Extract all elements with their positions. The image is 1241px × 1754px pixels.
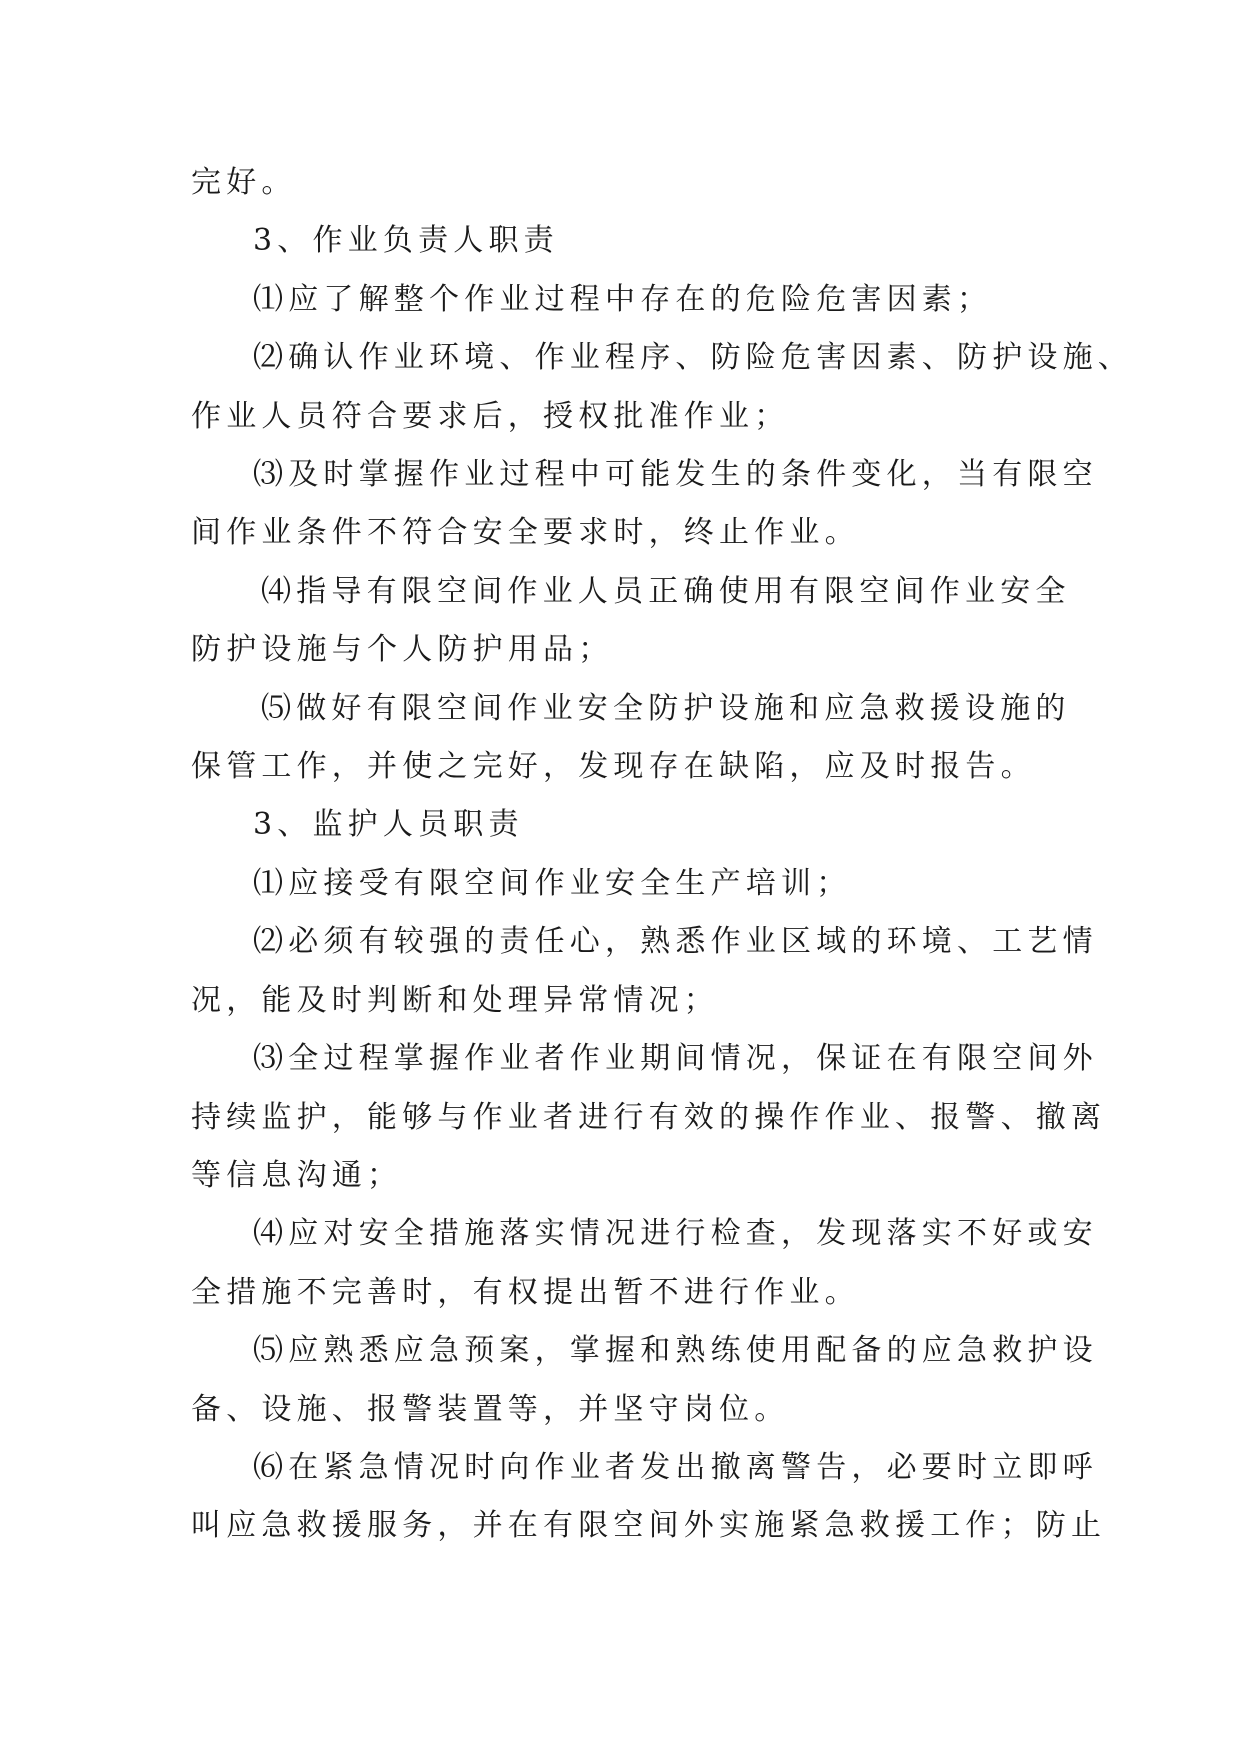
list-item: ⑵必须有较强的责任心，熟悉作业区域的环境、工艺情 <box>253 924 1098 960</box>
list-item: ⑷应对安全措施落实情况进行检查，发现落实不好或安 <box>253 1216 1098 1252</box>
text-line: 保管工作，并使之完好，发现存在缺陷，应及时报告。 <box>191 749 1036 785</box>
list-item: ⑶及时掌握作业过程中可能发生的条件变化，当有限空 <box>253 457 1098 493</box>
text-line: 持续监护，能够与作业者进行有效的操作作业、报警、撤离 <box>191 1099 1107 1135</box>
text-line: 全措施不完善时，有权提出暂不进行作业。 <box>191 1274 860 1310</box>
text-line: 叫应急救援服务，并在有限空间外实施紧急救援工作；防止 <box>191 1508 1107 1544</box>
section-heading: 3、监护人员职责 <box>253 807 524 843</box>
list-item: ⑹在紧急情况时向作业者发出撤离警告，必要时立即呼 <box>253 1449 1098 1485</box>
list-item: ⑸应熟悉应急预案，掌握和熟练使用配备的应急救护设 <box>253 1333 1098 1369</box>
text-line: 等信息沟通； <box>191 1157 403 1193</box>
text-line: 间作业条件不符合安全要求时，终止作业。 <box>191 515 860 551</box>
text-line: 况，能及时判断和处理异常情况； <box>191 982 719 1018</box>
list-item: ⑸做好有限空间作业安全防护设施和应急救援设施的 <box>261 690 1071 726</box>
list-item: ⑶全过程掌握作业者作业期间情况，保证在有限空间外 <box>253 1041 1098 1077</box>
list-item: ⑵确认作业环境、作业程序、防险危害因素、防护设施、 <box>253 340 1133 376</box>
list-item: ⑴应接受有限空间作业安全生产培训； <box>253 865 852 901</box>
list-item: ⑴应了解整个作业过程中存在的危险危害因素； <box>253 281 993 317</box>
list-item: ⑷指导有限空间作业人员正确使用有限空间作业安全 <box>261 573 1071 609</box>
text-line: 作业人员符合要求后，授权批准作业； <box>191 398 790 434</box>
text-line: 防护设施与个人防护用品； <box>191 632 614 668</box>
text-line: 完好。 <box>191 165 297 200</box>
section-heading: 3、作业负责人职责 <box>253 223 559 259</box>
text-line: 备、设施、报警装置等，并坚守岗位。 <box>191 1391 790 1427</box>
document-body <box>191 154 1133 1556</box>
